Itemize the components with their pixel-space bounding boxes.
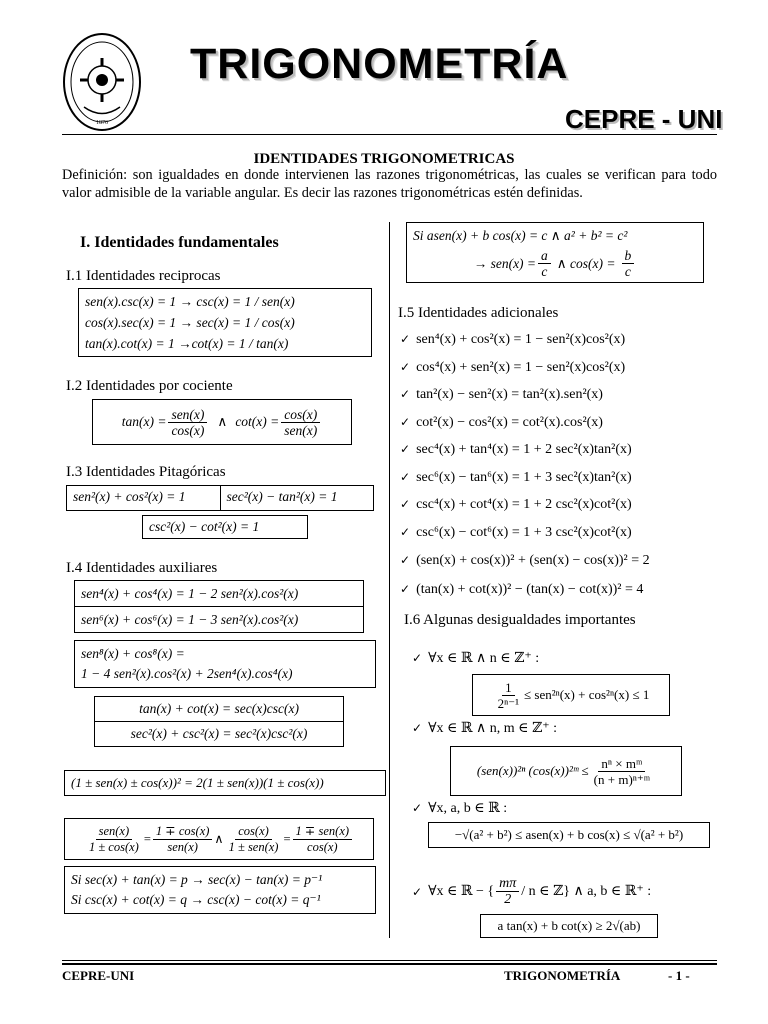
auxiliary-identity: sen⁸(x) + cos⁸(x) =: [81, 646, 185, 661]
additional-identities-list: [400, 326, 650, 604]
auxiliary-eighth-power-box: [74, 640, 376, 688]
conditional-identity: Si sec(x) + tan(x) = p → sec(x) − tan(x) = p⁻¹: [71, 872, 323, 887]
pythagorean-box: [66, 485, 374, 511]
reciprocal-identities-box: [78, 288, 372, 357]
page-title: TRIGONOMETRÍA: [190, 40, 569, 88]
fraction: $\frac{1 \mp \cos(x)}{\text{sen(x)}}$: [153, 824, 213, 855]
subsection-quotient-title: I.2 Identidades por cociente: [66, 378, 233, 394]
fraction-identity-box: $\frac{\text{sen(x)}}{1 \pm \cos(x)}$ = $\frac{1 \mp \cos(x)}{\text{sen(x)}}$ ∧ $\frac{\cos(x)}{\text{1 ± sen(x)}}$ = $\frac{\text{1 ∓ sen(x)}}{\cos(x)}$: [64, 818, 374, 860]
fraction: $\frac{1}{\text{2ⁿ⁻¹}}$: [497, 679, 520, 711]
fraction: $\frac{\text{sen(x)}}{1 \pm \cos(x)}$: [88, 823, 139, 854]
fraction: $\frac{\text{1 ∓ sen(x)}}{\cos(x)}$: [293, 824, 353, 855]
conditional-identity: Si csc(x) + cot(x) = q → csc(x) − cot(x) = q⁻¹: [71, 892, 321, 907]
list-item: ✓ cot²(x) − cos²(x) = cot²(x).cos²(x): [400, 414, 603, 430]
inequality-quantifier: ✓ ∀x ∈ ℝ − { $\frac{m\pi}{2}$ / n ∈ ℤ} ∧ a, b ∈ ℝ⁺ :: [412, 876, 652, 907]
column-divider: [389, 222, 390, 938]
inequality-quantifier: ✓ ∀x ∈ ℝ ∧ n, m ∈ ℤ⁺ :: [412, 721, 558, 736]
inequality-quantifier: ✓ ∀x, a, b ∈ ℝ :: [412, 801, 508, 816]
auxiliary-identity: 1 − 4 sen²(x).cos²(x) + 2sen⁴(x).cos⁴(x): [81, 666, 293, 681]
fraction: $\frac{\cos(x)}{\text{1 ± sen(x)}}$: [228, 823, 279, 854]
list-item: ✓ (sen(x) + cos(x))² + (sen(x) − cos(x))² = 2: [400, 553, 650, 568]
inequality-box-1: $\frac{1}{\text{2ⁿ⁻¹}}$ ≤ sen²ⁿ(x) + cos²ⁿ(x) ≤ 1: [472, 674, 670, 716]
page-number: - 1 -: [668, 968, 690, 983]
auxiliary-identity: tan(x) + cot(x) = sec(x)csc(x): [139, 701, 299, 716]
subsection-reciprocal-title: I.1 Identidades reciprocas: [66, 268, 221, 284]
subsection-pythagorean-title: I.3 Identidades Pitagóricas: [66, 464, 226, 480]
list-item: ✓ csc⁶(x) − cot⁶(x) = 1 + 3 csc²(x)cot²(x): [400, 524, 632, 540]
heading-fundamental-identities: I. Identidades fundamentales: [80, 234, 279, 251]
conditional-result: → sen(x) = $\frac{a}{c}$ ∧ cos(x) = $\frac{b}{c}$: [413, 248, 697, 279]
header-divider: [62, 134, 717, 135]
list-item: ✓ sec⁴(x) + tan⁴(x) = 1 + 2 sec²(x)tan²(x): [400, 442, 632, 457]
footer-divider: [62, 963, 717, 965]
checkmark-icon: ✓: [400, 582, 411, 596]
subsection-auxiliary-title: I.4 Identidades auxiliares: [66, 560, 218, 576]
checkmark-icon: ✓: [412, 721, 423, 735]
inequality-box-3: −√(a² + b²) ≤ asen(x) + b cos(x) ≤ √(a² + b²): [428, 822, 710, 848]
reciprocal-identity-row: cos(x).sec(x) = 1 → sec(x) = 1 / cos(x): [85, 315, 295, 330]
fraction: $\frac{\text{nⁿ × mᵐ}}{\text{(n + m)ⁿ⁺ᵐ}}$: [593, 755, 651, 787]
checkmark-icon: ✓: [400, 387, 411, 401]
auxiliary-identity: sec²(x) + csc²(x) = sec²(x)csc²(x): [95, 721, 343, 746]
fraction: $\frac{\text{sen(x)}}{\cos(x)}$: [168, 407, 207, 438]
cot-lhs: cot(x) =: [235, 414, 280, 429]
conditional-identity-box: [64, 866, 376, 914]
checkmark-icon: ✓: [400, 497, 411, 511]
reciprocal-identity-row: sen(x).csc(x) = 1 → csc(x) = 1 / sen(x): [85, 294, 295, 309]
fraction: $\frac{m\pi}{2}$: [496, 876, 519, 907]
quotient-identities-box: [92, 399, 352, 445]
checkmark-icon: ✓: [412, 801, 423, 815]
university-seal-logo: [62, 32, 142, 132]
subsection-inequalities-title: I.6 Algunas desigualdades importantes: [404, 612, 636, 628]
checkmark-icon: ✓: [412, 651, 423, 665]
fraction: $\frac{b}{c}$: [622, 248, 635, 279]
definition-paragraph: Definición: son igualdades en donde intervienen las razones trigonométricas, las cuales se verifican para todo valor admisible de la variable angular. Es decir las razones trigonométricas estén definidas.: [62, 167, 717, 201]
reciprocal-identity-row: tan(x).cot(x) = 1 →cot(x) = 1 / tan(x): [85, 336, 289, 351]
section-title: IDENTIDADES TRIGONOMETRICAS: [253, 151, 515, 167]
checkmark-icon: ✓: [400, 469, 411, 484]
fraction: $\frac{\cos(x)}{\text{sen(x)}}$: [281, 407, 320, 438]
pythagorean-identity: sec²(x) − tan²(x) = 1: [226, 489, 338, 504]
checkmark-icon: ✓: [400, 359, 411, 374]
plus-minus-identity-box: (1 ± sen(x) ± cos(x))² = 2(1 ± sen(x))(1 ± cos(x)): [64, 770, 386, 796]
list-item: ✓ sen⁴(x) + cos²(x) = 1 − sen²(x)cos²(x): [400, 332, 626, 347]
inequality-quantifier: ✓ ∀x ∈ ℝ ∧ n ∈ ℤ⁺ :: [412, 651, 540, 666]
fraction: $\frac{a}{c}$: [538, 248, 551, 279]
checkmark-icon: ✓: [412, 884, 423, 899]
checkmark-icon: ✓: [400, 442, 411, 456]
auxiliary-box: [74, 580, 364, 633]
checkmark-icon: ✓: [400, 524, 411, 539]
subsection-additional-title: I.5 Identidades adicionales: [398, 305, 559, 321]
and-symbol: ∧: [217, 414, 228, 429]
cepre-uni-badge: CEPRE - UNI: [565, 104, 723, 134]
checkmark-icon: ✓: [400, 414, 411, 429]
conditional-statement: Si asen(x) + b cos(x) = c ∧ a² + b² = c²: [413, 228, 628, 243]
list-item: ✓ tan²(x) − sen²(x) = tan²(x).sen²(x): [400, 387, 603, 402]
list-item: ✓ csc⁴(x) + cot⁴(x) = 1 + 2 csc²(x)cot²(x): [400, 497, 632, 512]
inequality-box-2: (sen(x))²ⁿ (cos(x))²ᵐ ≤ $\frac{\text{nⁿ × mᵐ}}{\text{(n + m)ⁿ⁺ᵐ}}$: [450, 746, 682, 796]
footer-left-label: CEPRE-UNI: [62, 968, 135, 983]
footer-divider: [62, 960, 717, 961]
and-symbol: ∧: [214, 832, 224, 846]
list-item: ✓ sec⁶(x) − tan⁶(x) = 1 + 3 sec²(x)tan²(x): [400, 469, 632, 485]
inequality-box-4: a tan(x) + b cot(x) ≥ 2√(ab): [480, 914, 658, 938]
svg-text:1876: 1876: [96, 120, 108, 126]
list-item: ✓ cos⁴(x) + sen²(x) = 1 − sen²(x)cos²(x): [400, 359, 626, 375]
pythagorean-identity: sen²(x) + cos²(x) = 1: [67, 486, 221, 510]
checkmark-icon: ✓: [400, 553, 411, 567]
footer-right-label: TRIGONOMETRÍA: [504, 968, 621, 983]
auxiliary-identity: sen⁴(x) + cos⁴(x) = 1 − 2 sen²(x).cos²(x): [81, 586, 299, 601]
auxiliary-identity: sen⁶(x) + cos⁶(x) = 1 − 3 sen²(x).cos²(x): [75, 606, 363, 632]
tan-cot-sec-csc-box: [94, 696, 344, 747]
checkmark-icon: ✓: [400, 332, 411, 346]
conditional-sen-cos-box: [406, 222, 704, 283]
tan-lhs: tan(x) =: [121, 414, 167, 429]
pythagorean-identity-csc: csc²(x) − cot²(x) = 1: [142, 515, 308, 539]
list-item: ✓ (tan(x) + cot(x))² − (tan(x) − cot(x))² = 4: [400, 582, 644, 597]
